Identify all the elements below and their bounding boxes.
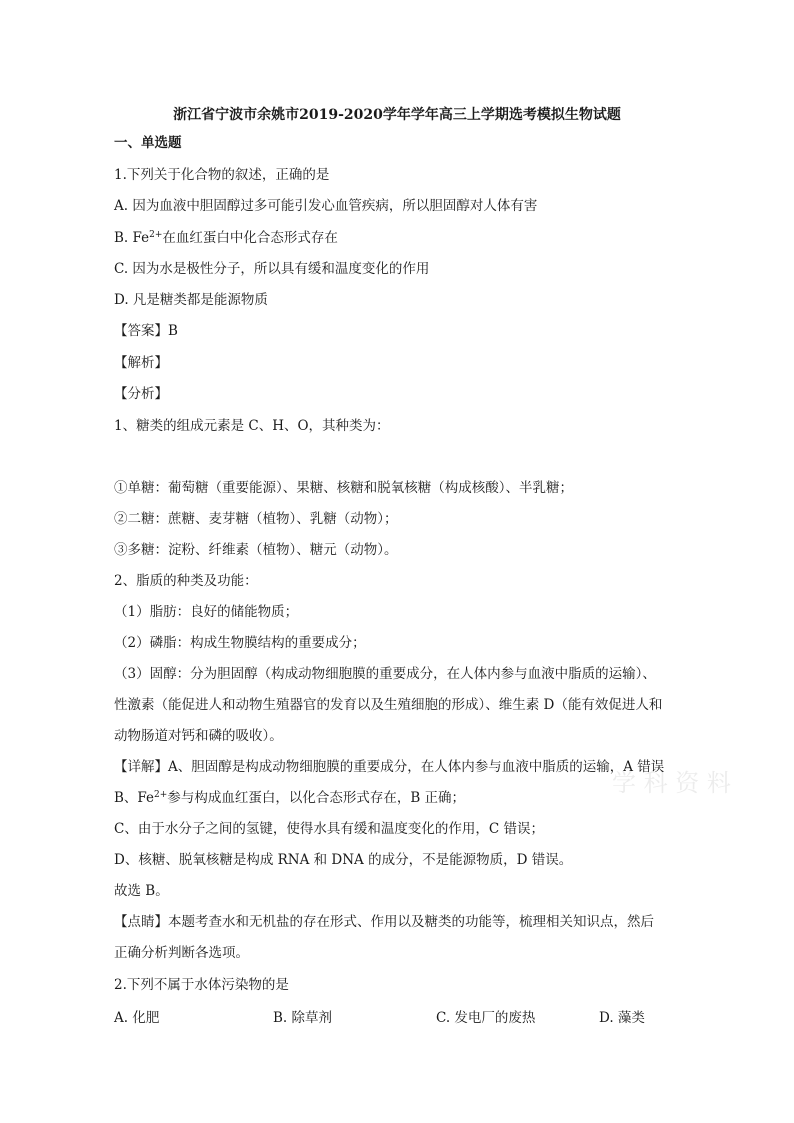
question-1-option-b [114, 229, 338, 247]
answer-label: 【答案】B [114, 323, 178, 339]
analysis-line-9: 性激素（能促进人和动物生殖器官的发育以及生殖细胞的形成）、维生素 D（能有效促进人和 [114, 697, 663, 713]
detail-line-1: 【详解】A、胆固醇是构成动物细胞膜的重要成分，在人体内参与血液中脂质的运输，A 错误 [114, 759, 665, 775]
question-2-option-a: A. 化肥 [114, 1010, 160, 1026]
question-1-option-d: D. 凡是糖类都是能源物质 [114, 292, 268, 308]
analysis-line-2: ①单糖：葡萄糖（重要能源）、果糖、核糖和脱氧核糖（构成核酸）、半乳糖； [114, 480, 573, 496]
detail-line-4: D、核糖、脱氧核糖是构成 RNA 和 DNA 的成分，不是能源物质，D 错误。 [114, 852, 573, 868]
option-b-superscript: 2+ [149, 230, 163, 240]
question-2-stem: 2.下列不属于水体污染物的是 [114, 977, 289, 993]
question-2-option-b: B. 除草剂 [273, 1010, 333, 1026]
section-heading: 一、单选题 [114, 135, 182, 151]
detail-line-2 [114, 789, 465, 807]
question-1-option-a: A. 因为血液中胆固醇过多可能引发心血管疾病，所以胆固醇对人体有害 [114, 198, 538, 214]
question-1-stem: 1.下列关于化合物的叙述，正确的是 [114, 167, 330, 183]
analysis-line-7: （2）磷脂：构成生物膜结构的重要成分； [114, 635, 366, 651]
detail-2-superscript: 2+ [154, 790, 168, 800]
analysis-label: 【分析】 [114, 386, 168, 402]
comment-line-1: 【点睛】本题考查水和无机盐的存在形式、作用以及糖类的功能等，梳理相关知识点，然后 [114, 914, 654, 930]
explanation-label: 【解析】 [114, 355, 168, 371]
detail-line-3: C、由于水分子之间的氢键，使得水具有缓和温度变化的作用，C 错误； [114, 821, 544, 837]
analysis-line-5: 2、脂质的种类及功能： [114, 573, 258, 589]
document-title: 浙江省宁波市余姚市2019-2020学年学年高三上学期选考模拟生物试题 [173, 107, 621, 123]
question-1-option-c: C. 因为水是极性分子，所以具有缓和温度变化的作用 [114, 261, 430, 277]
analysis-line-1: 1、糖类的组成元素是 C、H、O，其种类为： [114, 418, 390, 434]
watermark: 学 科 资 料 [612, 769, 731, 797]
analysis-line-10: 动物肠道对钙和磷的吸收）。 [114, 728, 283, 744]
analysis-line-3: ②二糖：蔗糖、麦芽糖（植物）、乳糖（动物）； [114, 511, 398, 527]
option-b-prefix: B. Fe [114, 230, 150, 246]
analysis-line-4: ③多糖：淀粉、纤维素（植物）、糖元（动物）。 [114, 542, 398, 558]
question-2-option-d: D. 藻类 [599, 1010, 645, 1026]
detail-2-prefix: B、Fe [114, 790, 155, 806]
option-b-suffix: 在血红蛋白中化合态形式存在 [162, 230, 338, 246]
question-2-option-c: C. 发电厂的废热 [436, 1010, 536, 1026]
detail-2-suffix: 参与构成血红蛋白，以化合态形式存在，B 正确； [167, 790, 466, 806]
comment-line-2: 正确分析判断各选项。 [114, 945, 249, 961]
conclusion-line: 故选 B。 [114, 883, 169, 899]
analysis-line-6: （1）脂肪：良好的储能物质； [114, 604, 299, 620]
analysis-line-8: （3）固醇：分为胆固醇（构成动物细胞膜的重要成分，在人体内参与血液中脂质的运输）、 [114, 666, 656, 682]
